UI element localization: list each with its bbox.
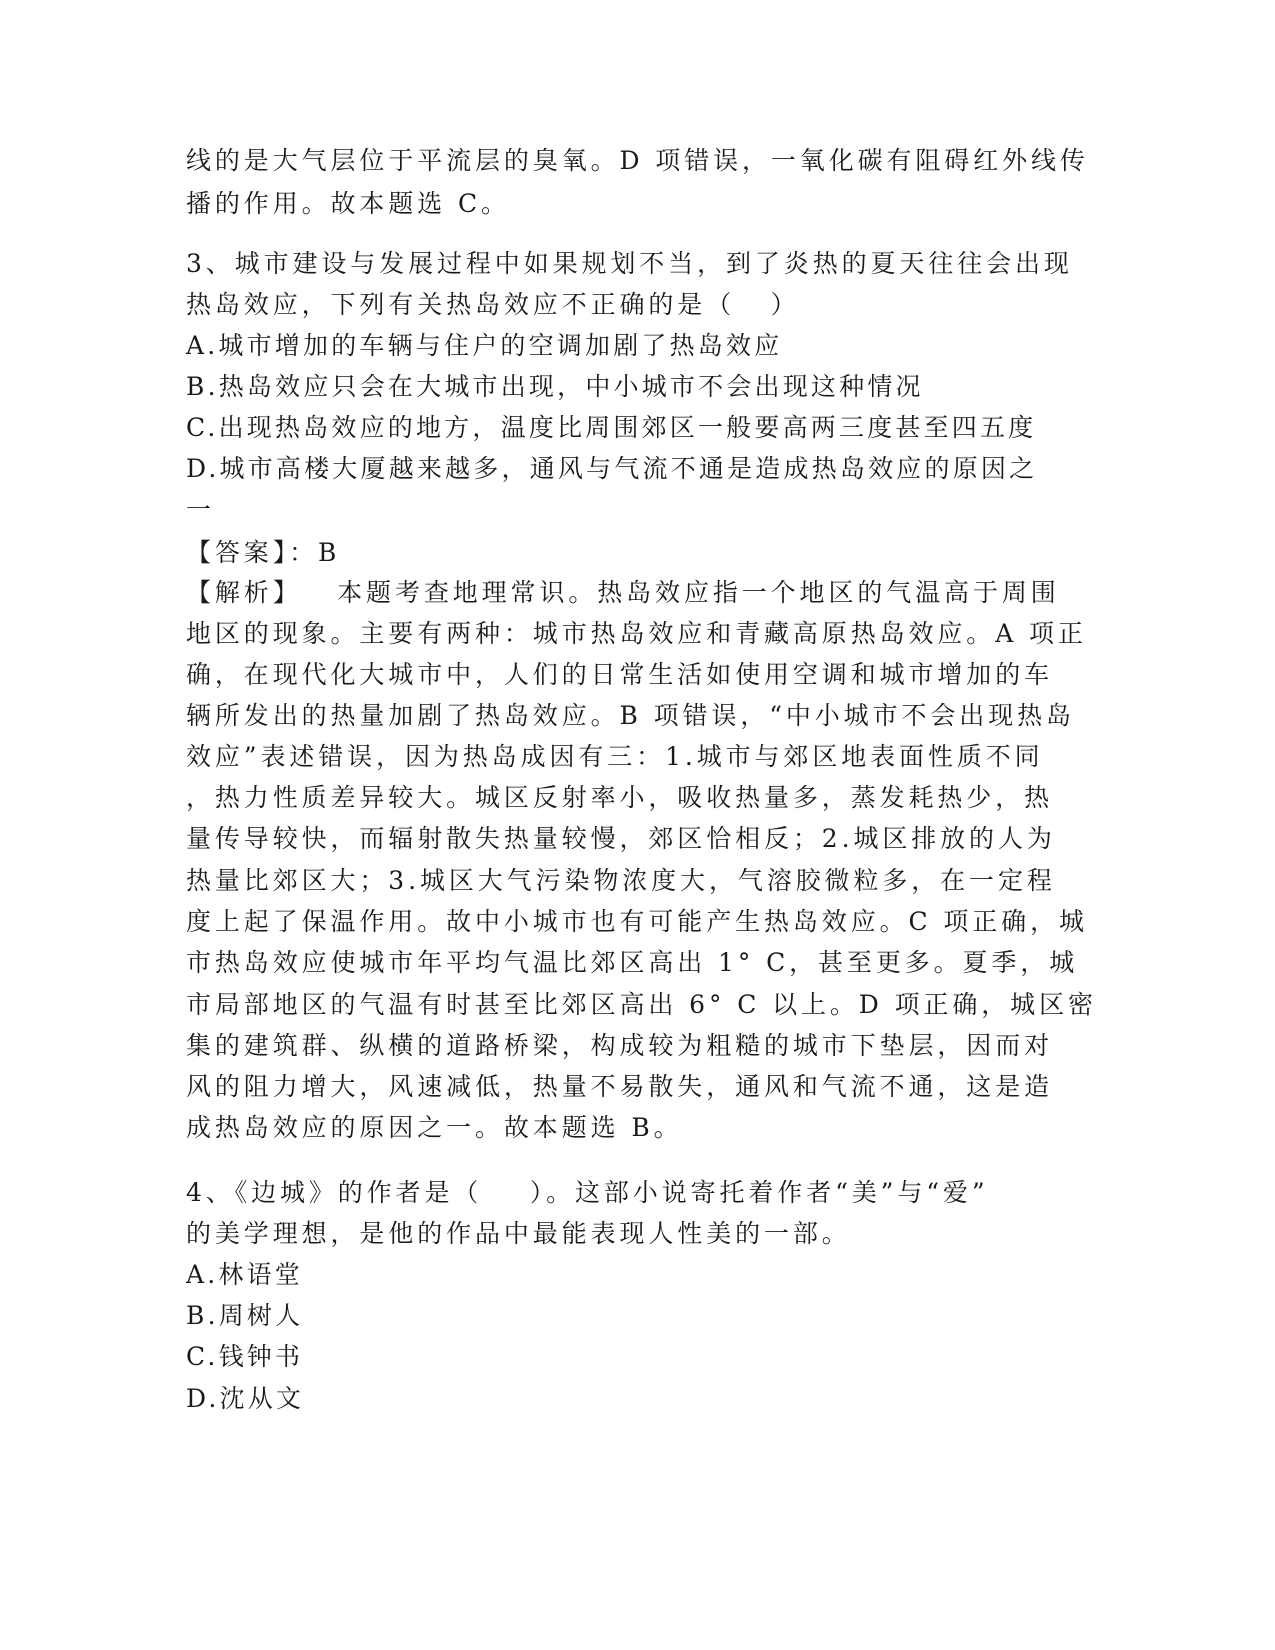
question3-answer: 【答案】：B: [186, 538, 341, 567]
question3-option-c: C.出现热岛效应的地方，温度比周围郊区一般要高两三度甚至四五度: [186, 413, 1037, 442]
question3-option-d: D.城市高楼大厦越来越多，通风与气流不通是造成热岛效应的原因之: [186, 454, 1038, 483]
question4-option-d: D.沈从文: [186, 1384, 305, 1413]
question3-analysis-line: ，热力性质差异较大。城区反射率小，吸收热量多，蒸发耗热少，热: [186, 783, 1054, 812]
question3-stem-line: 3、城市建设与发展过程中如果规划不当，到了炎热的夏天往往会出现: [186, 249, 1073, 278]
question3-option-a: A.城市增加的车辆与住户的空调加剧了热岛效应: [186, 331, 783, 360]
question3-analysis-line: 辆所发出的热量加剧了热岛效应。B 项错误，“中小城市不会出现热岛: [186, 701, 1075, 730]
question3-analysis-line: 量传导较快，而辐射散失热量较慢，郊区恰相反；2.城区排放的人为: [186, 824, 1056, 853]
question3-analysis-line: 集的建筑群、纵横的道路桥梁，构成较为粗糙的城市下垫层，因而对: [186, 1031, 1054, 1060]
question3-analysis-line: 【解析】 本题考查地理常识。热岛效应指一个地区的气温高于周围: [186, 578, 1060, 607]
question3-analysis-line: 效应”表述错误，因为热岛成因有三：1.城市与郊区地表面性质不同: [186, 742, 1044, 771]
question3-option-d-continued: 一: [186, 495, 215, 524]
question3-stem-line: 热岛效应，下列有关热岛效应不正确的是（ ）: [186, 290, 800, 319]
question3-analysis-line: 地区的现象。主要有两种：城市热岛效应和青藏高原热岛效应。A 项正: [186, 619, 1087, 648]
question4-option-b: B.周树人: [186, 1301, 304, 1330]
question3-analysis-line: 成热岛效应的原因之一。故本题选 B。: [186, 1113, 683, 1142]
question3-analysis-line: 度上起了保温作用。故中小城市也有可能产生热岛效应。C 项正确，城: [186, 907, 1088, 936]
question4-stem-line: 的美学理想，是他的作品中最能表现人性美的一部。: [186, 1219, 851, 1248]
question4-stem-line: 4、《边城》的作者是（ ）。这部小说寄托着作者“美”与“爱”: [186, 1178, 989, 1207]
question3-analysis-line: 风的阻力增大，风速减低，热量不易散失，通风和气流不通，这是造: [186, 1072, 1054, 1101]
question4-option-a: A.林语堂: [186, 1260, 304, 1289]
question3-analysis-line: 确，在现代化大城市中，人们的日常生活如使用空调和城市增加的车: [186, 660, 1054, 689]
question3-option-b: B.热岛效应只会在大城市出现，中小城市不会出现这种情况: [186, 372, 924, 401]
question3-analysis-line: 市局部地区的气温有时甚至比郊区高出 6° C 以上。D 项正确，城区密: [186, 990, 1097, 1019]
question3-analysis-line: 市热岛效应使城市年平均气温比郊区高出 1° C，甚至更多。夏季，城: [186, 948, 1079, 977]
question3-analysis-line: 热量比郊区大；3.城区大气污染物浓度大，气溶胶微粒多，在一定程: [186, 866, 1056, 895]
prev-explanation-line: 线的是大气层位于平流层的臭氧。D 项错误，一氧化碳有阻碍红外线传: [186, 146, 1089, 175]
question4-option-c: C.钱钟书: [186, 1342, 304, 1371]
prev-explanation-line: 播的作用。故本题选 C。: [186, 189, 510, 218]
